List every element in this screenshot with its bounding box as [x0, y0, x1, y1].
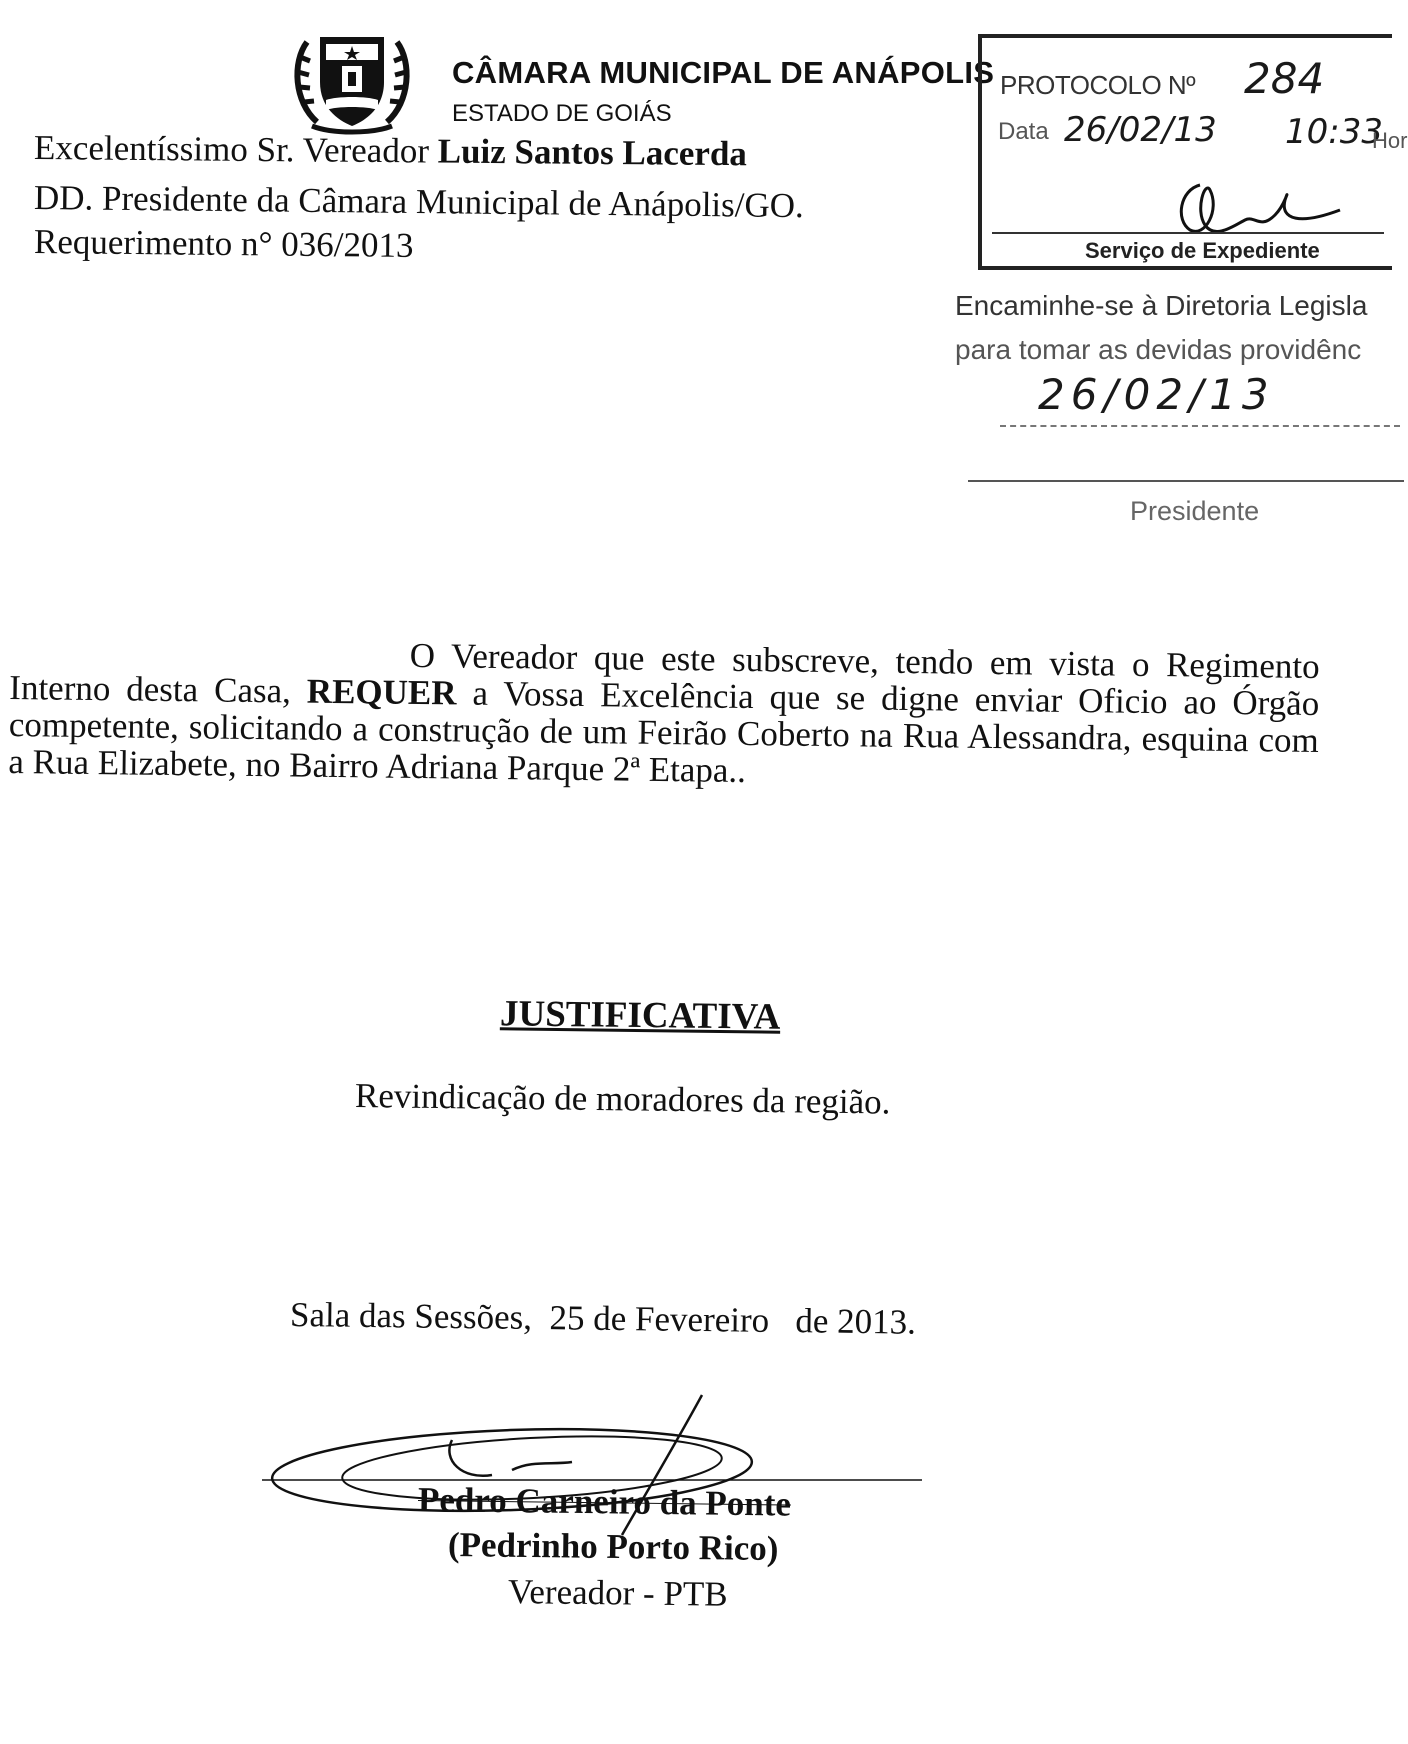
institution-state: ESTADO DE GOIÁS — [452, 100, 672, 127]
institution-name: CÂMARA MUNICIPAL DE ANÁPOLIS — [452, 55, 995, 90]
request-emphasis: REQUER — [306, 671, 457, 713]
protocol-date-label: Data — [998, 118, 1049, 145]
request-paragraph — [8, 632, 1320, 796]
request-text-part-2: a Vossa Excelência que se digne enviar Oficio ao Órgão competente, solicitando a construção de um Feirão Coberto na Rua Alessandra, esquina com a Rua Elizabete, no Bairro Adriana Parque 2ª Etapa.. — [8, 673, 1320, 791]
addressee-name: Luiz Santos Lacerda — [437, 131, 748, 174]
signer-role: Vereador - PTB — [507, 1572, 728, 1614]
signer-nickname: (Pedrinho Porto Rico) — [447, 1525, 779, 1569]
forwarding-line-1: Encaminhe-se à Diretoria Legisla — [955, 290, 1368, 321]
justification-title: JUSTIFICATIVA — [499, 993, 781, 1038]
protocol-number: 284 — [1244, 54, 1325, 103]
signer-name: Pedro Carneiro da Ponte — [417, 1480, 792, 1524]
forwarding-date-line — [1000, 425, 1400, 427]
protocol-date: 26/02/13 — [1064, 110, 1217, 150]
addressee-prefix: Excelentíssimo Sr. Vereador — [33, 128, 430, 171]
request-body — [8, 632, 1320, 796]
request-text-part-1: O Vereador que este subscreve, tendo em vista o Regimento Interno desta Casa, — [9, 635, 1320, 711]
protocol-service-label: Serviço de Expediente — [1085, 238, 1320, 263]
place-and-date: Sala das Sessões, 25 de Fevereiro de 2013. — [289, 1295, 917, 1342]
protocol-label: PROTOCOLO Nº — [1000, 70, 1196, 100]
protocol-hour-label: Hor — [1372, 128, 1408, 153]
forwarding-line-2: para tomar as devidas providênc — [955, 334, 1362, 365]
coat-of-arms-icon — [282, 22, 422, 142]
request-number: Requerimento n° 036/2013 — [33, 222, 414, 265]
addressee-line-2: DD. Presidente da Câmara Municipal de Anápolis/GO. — [33, 178, 805, 226]
protocol-divider — [992, 232, 1384, 234]
president-signature-line — [968, 480, 1404, 482]
forwarding-date: 26/02/13 — [1038, 370, 1275, 419]
justification-text: Revindicação de moradores da região. — [354, 1076, 891, 1122]
addressee-line-1 — [34, 128, 747, 174]
president-label: Presidente — [1130, 496, 1260, 526]
protocol-time: 10:33 — [1285, 112, 1383, 152]
